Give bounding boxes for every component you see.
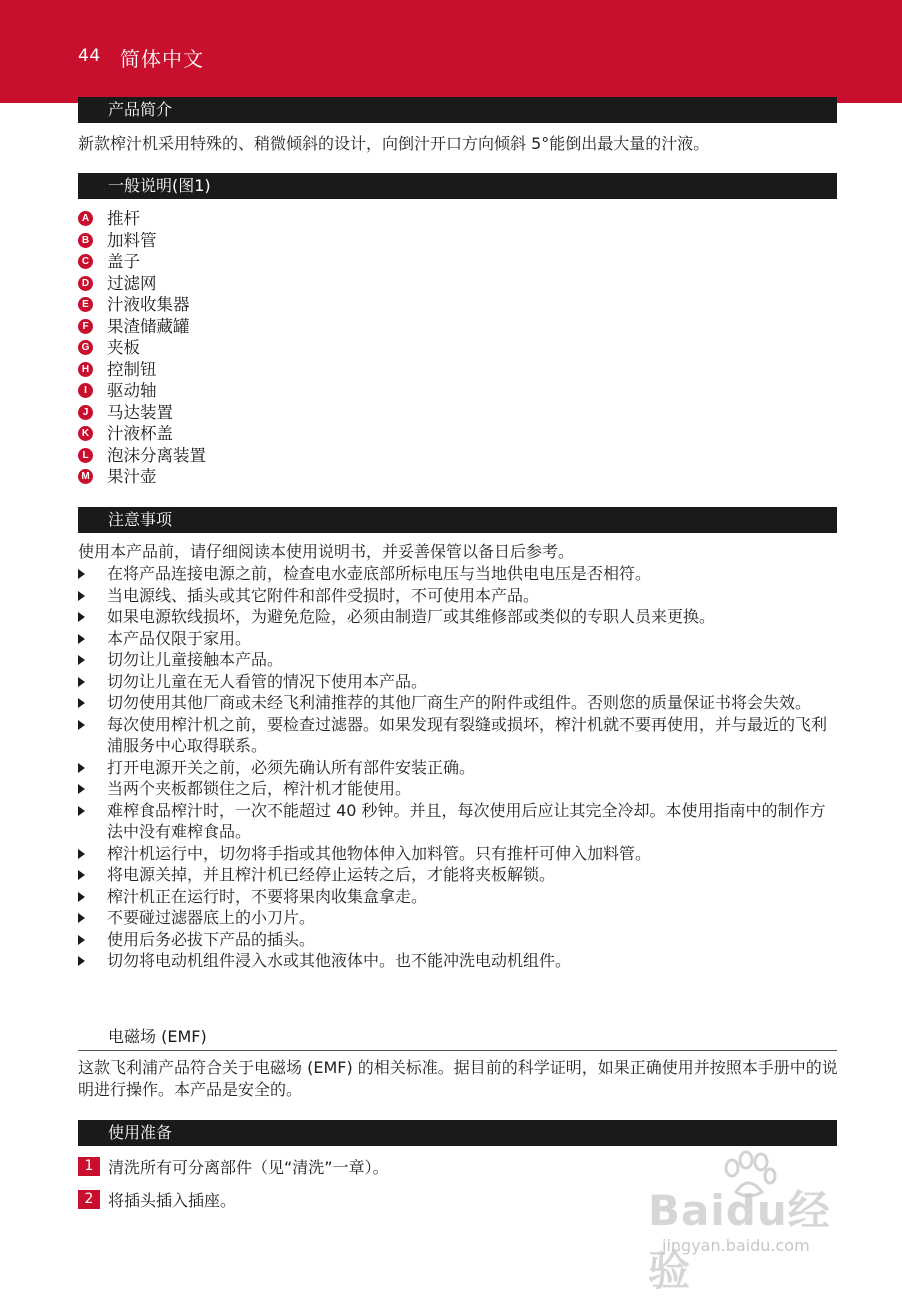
part-letter-badge: E bbox=[78, 297, 93, 312]
part-item bbox=[78, 445, 206, 467]
step-item bbox=[78, 1155, 389, 1178]
emf-title: 电磁场 (EMF) bbox=[108, 1027, 207, 1046]
part-label: 果汁壶 bbox=[107, 467, 157, 486]
warning-text: 榨汁机正在运行时，不要将果肉收集盒拿走。 bbox=[107, 886, 428, 906]
warning-text: 使用后务必拔下产品的插头。 bbox=[107, 929, 316, 949]
step-text: 将插头插入插座。 bbox=[108, 1191, 237, 1210]
part-label: 马达装置 bbox=[107, 402, 173, 422]
part-item bbox=[78, 316, 206, 338]
part-item bbox=[78, 466, 206, 488]
warning-text: 切勿使用其他厂商或未经飞利浦推荐的其他厂商生产的附件或组件。否则您的质量保证书将会失效。 bbox=[107, 693, 812, 712]
part-letter-badge: B bbox=[78, 233, 93, 248]
warning-item bbox=[78, 907, 838, 929]
warnings-list bbox=[78, 563, 838, 972]
warning-item bbox=[78, 714, 838, 757]
warning-item bbox=[78, 864, 838, 886]
header-band bbox=[0, 0, 902, 103]
part-item bbox=[78, 402, 206, 424]
warning-text: 榨汁机运行中，切勿将手指或其他物体伸入加料管。只有推杆可伸入加料管。 bbox=[107, 843, 652, 863]
bullet-icon bbox=[78, 849, 85, 859]
language-label: 简体中文 bbox=[120, 47, 204, 71]
warning-text: 切勿将电动机组件浸入水或其他液体中。也不能冲洗电动机组件。 bbox=[107, 951, 572, 970]
important-intro: 使用本产品前，请仔细阅读本使用说明书，并妥善保管以备日后参考。 bbox=[78, 542, 575, 561]
bullet-icon bbox=[78, 892, 85, 902]
part-label: 驱动轴 bbox=[107, 381, 157, 400]
warning-item bbox=[78, 800, 838, 843]
bullet-icon bbox=[78, 806, 85, 816]
part-item bbox=[78, 208, 206, 230]
bullet-icon bbox=[78, 612, 85, 622]
warning-item bbox=[78, 628, 838, 650]
part-label: 控制钮 bbox=[107, 359, 157, 379]
warning-text: 切勿让儿童接触本产品。 bbox=[107, 650, 284, 669]
warning-item bbox=[78, 671, 838, 693]
warning-item bbox=[78, 886, 838, 908]
part-item bbox=[78, 251, 206, 273]
warning-text: 本产品仅限于家用。 bbox=[107, 628, 252, 648]
bullet-icon bbox=[78, 591, 85, 601]
part-label: 推杆 bbox=[107, 209, 140, 228]
part-letter-badge: C bbox=[78, 254, 93, 269]
part-label: 夹板 bbox=[107, 338, 140, 357]
warning-item bbox=[78, 843, 838, 865]
part-label: 果渣储藏罐 bbox=[107, 316, 190, 336]
section-preparing-title: 使用准备 bbox=[78, 1120, 837, 1146]
part-item bbox=[78, 337, 206, 359]
warning-text: 在将产品连接电源之前，检查电水壶底部所标电压与当地供电电压是否相符。 bbox=[107, 564, 652, 583]
part-item bbox=[78, 380, 206, 402]
section-general-title: 一般说明(图1) bbox=[78, 173, 837, 199]
bullet-icon bbox=[78, 698, 85, 708]
warning-item bbox=[78, 692, 838, 714]
warning-text: 当电源线、插头或其它附件和部件受损时，不可使用本产品。 bbox=[107, 585, 540, 605]
warning-item bbox=[78, 757, 838, 779]
bullet-icon bbox=[78, 870, 85, 880]
part-item bbox=[78, 294, 206, 316]
part-label: 汁液杯盖 bbox=[107, 424, 173, 443]
warning-text: 当两个夹板都锁住之后，榨汁机才能使用。 bbox=[107, 779, 412, 798]
bullet-icon bbox=[78, 935, 85, 945]
part-letter-badge: I bbox=[78, 383, 93, 398]
emf-text: 这款飞利浦产品符合关于电磁场 (EMF) 的相关标准。据目前的科学证明，如果正确使用并按照本手册中的说明进行操作。本产品是安全的。 bbox=[78, 1058, 838, 1099]
bullet-icon bbox=[78, 720, 85, 730]
warning-item bbox=[78, 563, 838, 585]
bullet-icon bbox=[78, 569, 85, 579]
warning-text: 切勿让儿童在无人看管的情况下使用本产品。 bbox=[107, 671, 428, 691]
bullet-icon bbox=[78, 634, 85, 644]
part-item bbox=[78, 273, 206, 295]
intro-text: 新款榨汁机采用特殊的、稍微倾斜的设计，向倒汁开口方向倾斜 5°能倒出最大量的汁液。 bbox=[78, 134, 710, 153]
part-letter-badge: L bbox=[78, 448, 93, 463]
warning-item bbox=[78, 950, 838, 972]
part-letter-badge: D bbox=[78, 276, 93, 291]
page-number: 44 bbox=[78, 46, 101, 66]
step-text: 清洗所有可分离部件（见“清洗”一章）。 bbox=[108, 1158, 389, 1177]
part-letter-badge: J bbox=[78, 405, 93, 420]
part-label: 盖子 bbox=[107, 252, 140, 271]
part-letter-badge: F bbox=[78, 319, 93, 334]
part-letter-badge: H bbox=[78, 362, 93, 377]
bullet-icon bbox=[78, 784, 85, 794]
part-letter-badge: A bbox=[78, 211, 93, 226]
part-item bbox=[78, 230, 206, 252]
warning-text: 不要碰过滤器底上的小刀片。 bbox=[107, 908, 316, 927]
bullet-icon bbox=[78, 677, 85, 687]
section-intro-title: 产品简介 bbox=[78, 97, 837, 123]
part-label: 加料管 bbox=[107, 230, 157, 250]
part-letter-badge: G bbox=[78, 340, 93, 355]
warning-text: 将电源关掉，并且榨汁机已经停止运转之后，才能将夹板解锁。 bbox=[107, 865, 556, 884]
warning-text: 难榨食品榨汁时，一次不能超过 40 秒钟。并且，每次使用后应让其完全冷却。本使用指南中的制作方法中没有难榨食品。 bbox=[107, 800, 826, 841]
warning-text: 如果电源软线损坏，为避免危险，必须由制造厂或其维修部或类似的专职人员来更换。 bbox=[107, 607, 716, 626]
warning-item bbox=[78, 606, 838, 628]
warning-text: 每次使用榨汁机之前，要检查过滤器。如果发现有裂缝或损坏，榨汁机就不要再使用，并与最近的飞利浦服务中心取得联系。 bbox=[107, 714, 828, 755]
warning-item bbox=[78, 929, 838, 951]
bullet-icon bbox=[78, 763, 85, 773]
watermark-logo-text: Baidu经验 bbox=[648, 1186, 831, 1295]
step-number: 1 bbox=[78, 1157, 100, 1176]
parts-list bbox=[78, 208, 206, 488]
warning-item bbox=[78, 778, 838, 800]
bullet-icon bbox=[78, 956, 85, 966]
divider bbox=[78, 1050, 837, 1051]
baidu-watermark bbox=[648, 1150, 848, 1295]
warning-item bbox=[78, 649, 838, 671]
part-letter-badge: K bbox=[78, 426, 93, 441]
part-label: 过滤网 bbox=[107, 273, 157, 293]
step-item bbox=[78, 1188, 236, 1211]
step-number: 2 bbox=[78, 1190, 100, 1209]
bullet-icon bbox=[78, 655, 85, 665]
part-letter-badge: M bbox=[78, 469, 93, 484]
warning-text: 打开电源开关之前，必须先确认所有部件安装正确。 bbox=[107, 757, 476, 777]
part-label: 汁液收集器 bbox=[107, 295, 190, 314]
part-item bbox=[78, 359, 206, 381]
part-label: 泡沫分离装置 bbox=[107, 445, 206, 465]
watermark-url: jingyan.baidu.com bbox=[662, 1236, 810, 1255]
warning-item bbox=[78, 585, 838, 607]
section-important-title: 注意事项 bbox=[78, 507, 837, 533]
bullet-icon bbox=[78, 913, 85, 923]
part-item bbox=[78, 423, 206, 445]
